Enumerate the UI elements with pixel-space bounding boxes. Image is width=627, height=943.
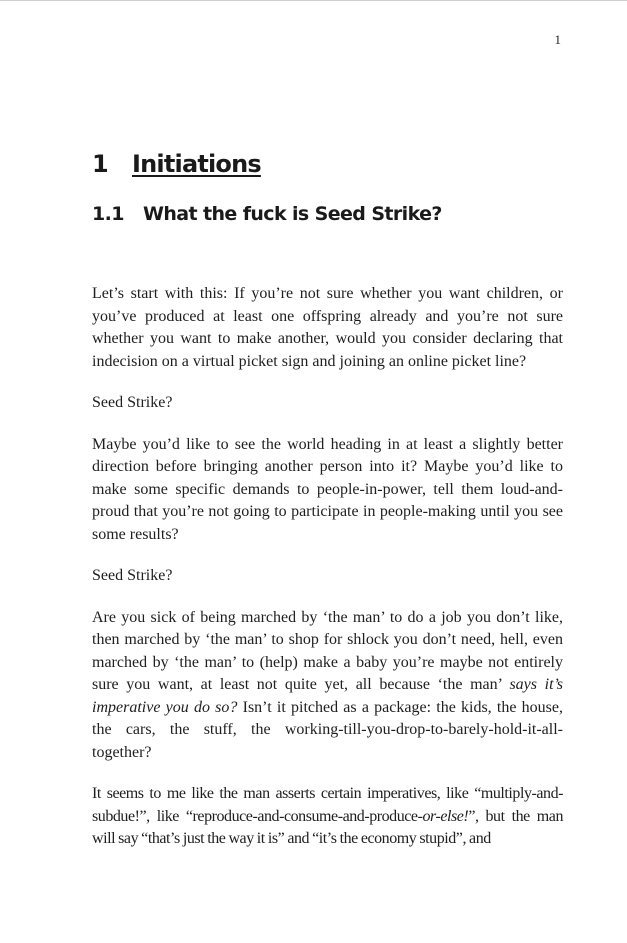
paragraph-5-emphasis: says it’s imperative you do so? [92,676,564,716]
section-number: 1.1 [92,203,124,225]
section-title: What the fuck is Seed Strike? [143,203,442,225]
page-top-border [0,0,627,1]
paragraph-3: Maybe you’d like to see the world heading in at least a slightly better direction before bringing another person into it? Maybe you’d like to make some specific demands to people-in-power, tell them loud-and-proud that you’re not going to participate in people-making until you see some results? [92,435,563,543]
paragraph-4: Seed Strike? [92,567,173,584]
paragraph-1: Let’s start with this: If you’re not sure whether you want children, or you’ve produced at least one offspring already and you’re not sure whether you want to make another, would you consider declaring that indecision on a virtual picket sign and joining an online picket line? [92,285,563,370]
section-heading [92,203,442,225]
paragraph-5-text-a: Are you sick of being marched by ‘the man’ to do a job you don’t like, then marched by ‘the man’ to shop for shlock you don’t need, hell, even marched by ‘the man’ to (help) make a baby you’re maybe not entirely sure you want, at least not quite yet, all because ‘the man’ [92,608,563,693]
chapter-number: 1 [92,150,108,178]
page-number: 1 [554,32,561,47]
paragraph-6-text-c: ”, but the man will say “that’s just the way it is” and “it’s the economy stupid”, and [92,807,563,847]
body-text [92,283,563,870]
paragraph-2: Seed Strike? [92,394,173,411]
paragraph-6 [92,783,563,851]
paragraph-5-text-c: Isn’t it pitched as a package: the kids, the house, the cars, the stuff, the working-till-you-drop-to-barely-hold-it-all-together? [92,698,563,761]
paragraph-6-text-a: It seems to me like the man asserts certain imperatives, like “multiply-and-subdue!”, like “reproduce-and-consume-and-produce- [92,785,563,825]
paragraph-5 [92,607,563,765]
chapter-heading [92,150,261,178]
paragraph-6-emphasis: or-else! [422,807,469,825]
chapter-title: Initiations [132,150,261,178]
